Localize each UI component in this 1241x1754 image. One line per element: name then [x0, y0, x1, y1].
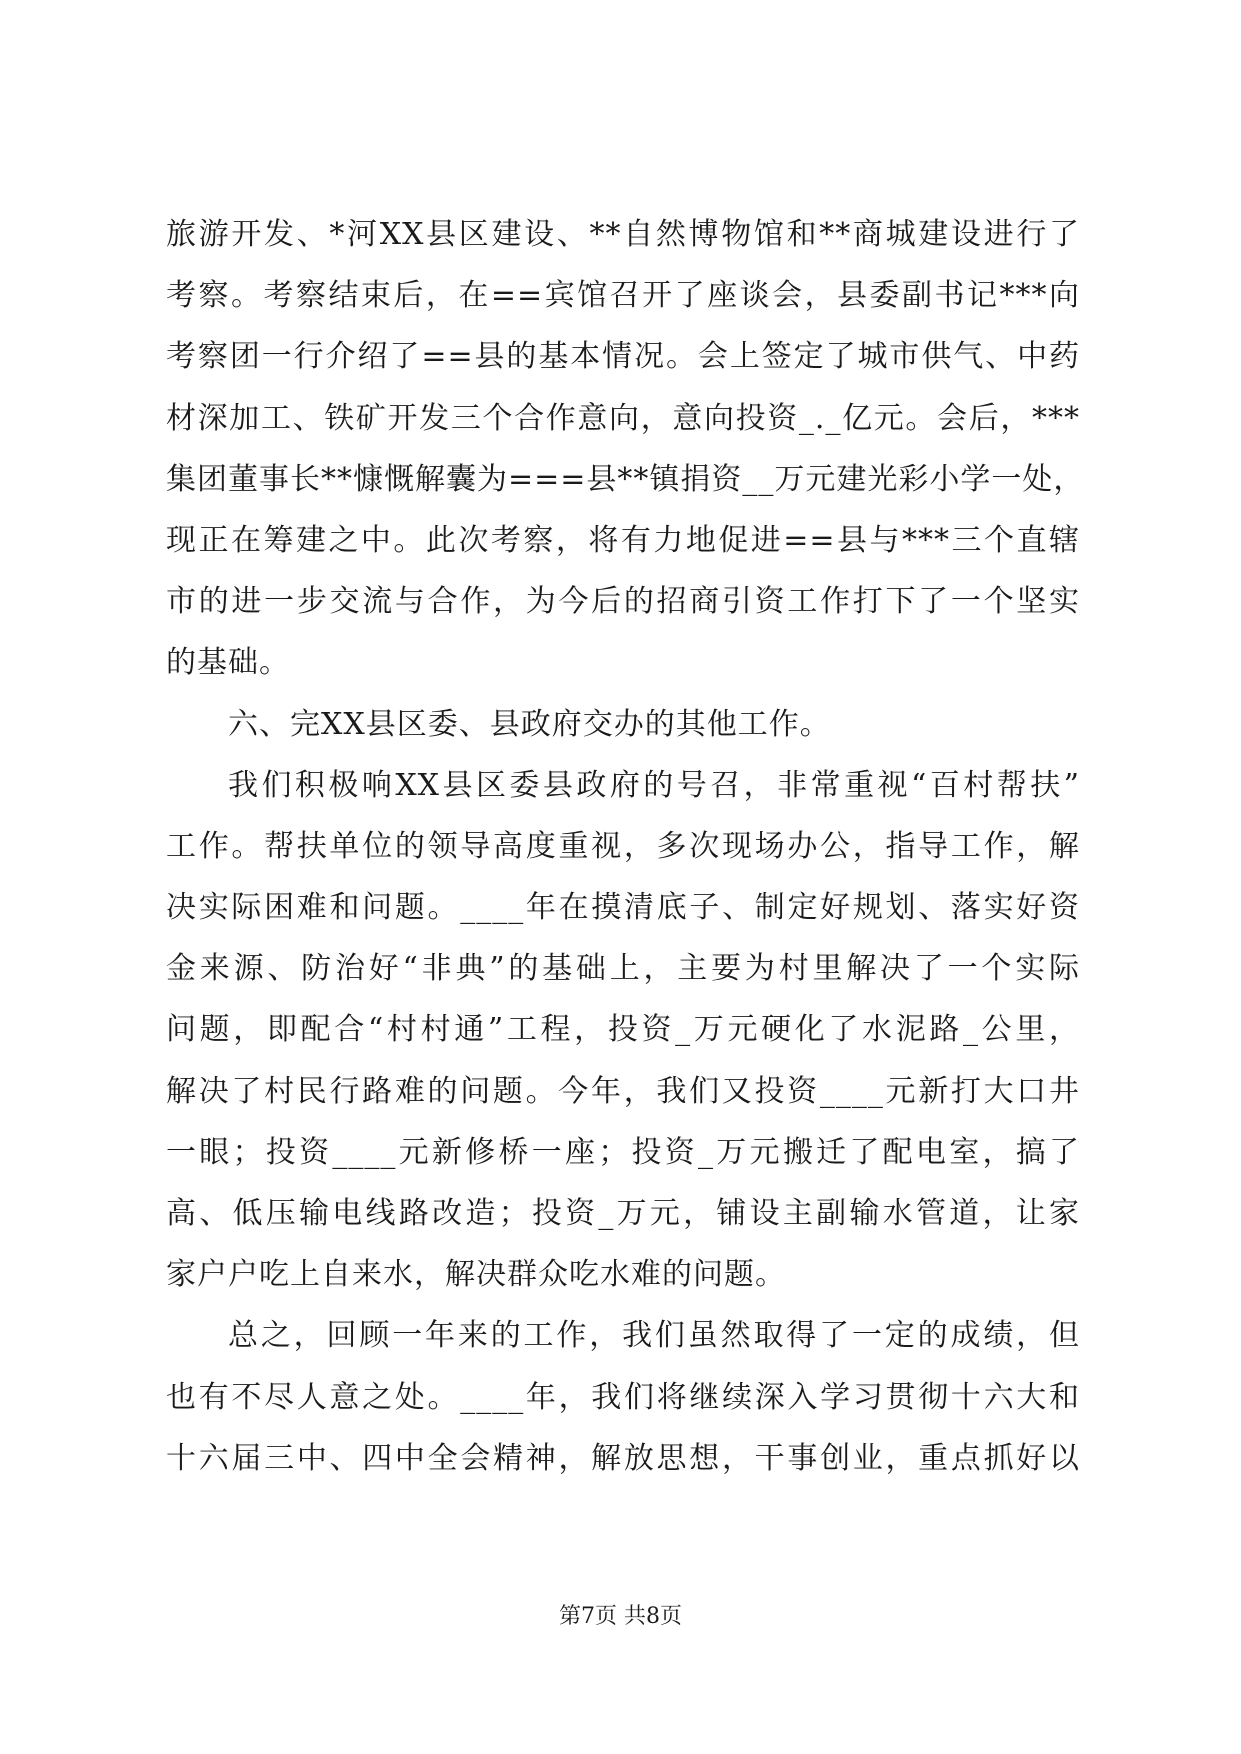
text-line: 决实际困难和问题。____年在摸清底子、制定好规划、落实好资	[166, 890, 1080, 926]
text-line: 的基础。	[166, 645, 290, 681]
text-line: 问题，即配合“村村通”工程，投资_万元硬化了水泥路_公里，	[166, 1012, 1080, 1048]
text-line: 家户户吃上自来水，解决群众吃水难的问题。	[166, 1257, 786, 1293]
text-line: 旅游开发、*河XX县区建设、**自然博物馆和**商城建设进行了	[166, 217, 1080, 252]
text-line: 工作。帮扶单位的领导高度重视，多次现场办公，指导工作，解	[166, 828, 1080, 864]
document-body	[166, 204, 1085, 1489]
text-line: 考察。考察结束后，在==宾馆召开了座谈会，县委副书记***向	[166, 278, 1080, 314]
text-line: 高、低压输电线路改造；投资_万元，铺设主副输水管道，让家	[166, 1196, 1080, 1231]
text-line: 现正在筹建之中。此次考察，将有力地促进==县与***三个直辖	[166, 522, 1080, 558]
page-number: 第7页 共8页	[559, 1604, 682, 1629]
text-line: 集团董事长**慷慨解囊为===县**镇捐资__万元建光彩小学一处，	[166, 461, 1085, 497]
text-line: 考察团一行介绍了==县的基本情况。会上签定了城市供气、中药	[166, 339, 1080, 375]
text-line: 市的进一步交流与合作，为今后的招商引资工作打下了一个坚实	[166, 584, 1080, 620]
text-line: 也有不尽人意之处。____年，我们将继续深入学习贯彻十六大和	[166, 1379, 1080, 1415]
text-line: 解决了村民行路难的问题。今年，我们又投资____元新打大口井	[166, 1073, 1080, 1109]
text-line: 金来源、防治好“非典”的基础上，主要为村里解决了一个实际	[166, 951, 1080, 987]
text-line: 一眼；投资____元新修桥一座；投资_万元搬迁了配电室，搞了	[166, 1134, 1080, 1170]
text-line: 材深加工、铁矿开发三个合作意向，意向投资_._亿元。会后，***	[166, 400, 1080, 436]
text-line: 十六届三中、四中全会精神，解放思想，干事创业，重点抓好以	[166, 1440, 1080, 1476]
section-heading: 六、完XX县区委、县政府交办的其他工作。	[228, 706, 831, 742]
text-line: 总之，回顾一年来的工作，我们虽然取得了一定的成绩，但	[228, 1318, 1080, 1354]
text-line: 我们积极响XX县区委县政府的号召，非常重视“百村帮扶”	[228, 767, 1080, 803]
